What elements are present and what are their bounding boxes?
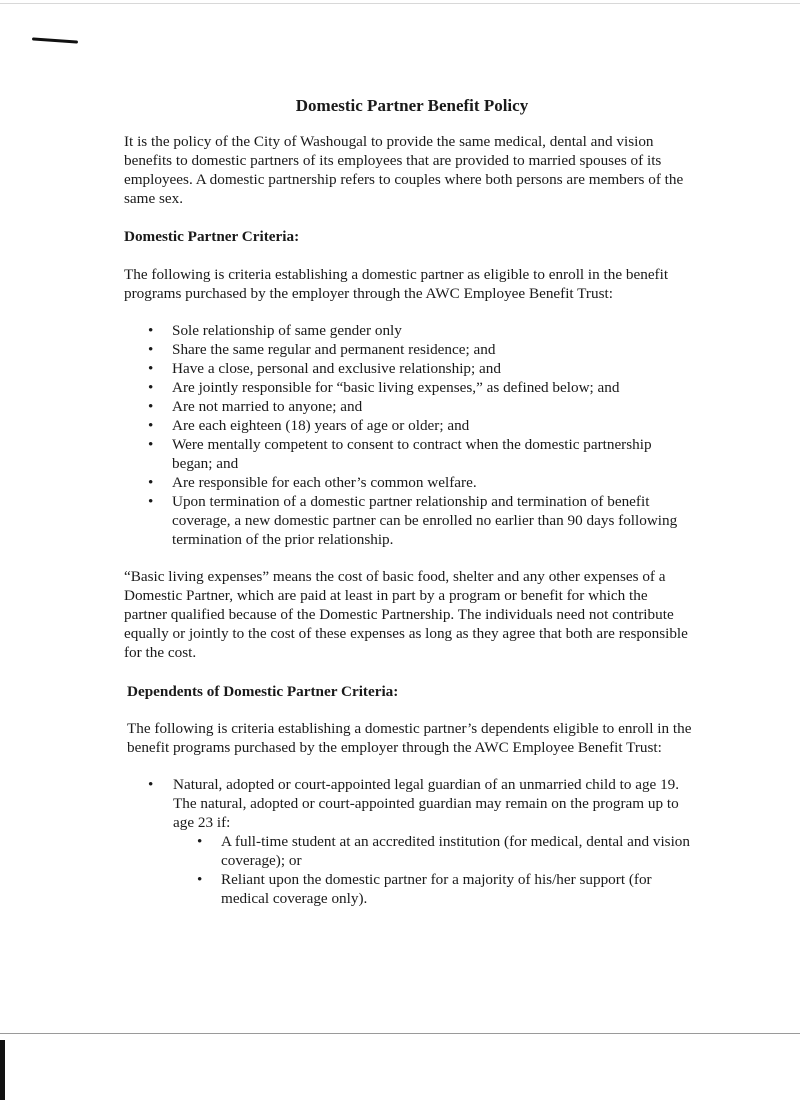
scan-edge-bar (0, 1040, 5, 1100)
list-item: • Were mentally competent to consent to contract when the domestic partnership began; and (148, 436, 652, 472)
bullet-icon: • (148, 341, 154, 358)
list-item: • Are each eighteen (18) years of age or older; and (148, 417, 470, 434)
bullet-icon: • (148, 360, 154, 377)
list-item: • Are responsible for each other’s common welfare. (148, 474, 477, 491)
intro-paragraph: It is the policy of the City of Washougal to provide the same medical, dental and vision benefits to domestic partners of its employees that are provided to married spouses of its employees. A domestic partnership refers to couples where both persons are members of the same sex. (124, 133, 684, 207)
list-item: • Share the same regular and permanent residence; and (148, 341, 496, 358)
list-item: • Reliant upon the domestic partner for a majority of his/her support (for medical coverage only). (197, 871, 652, 907)
dependents-intro-paragraph: The following is criteria establishing a domestic partner’s dependents eligible to enroll in the benefit programs purchased by the employer through the AWC Employee Benefit Trust: (127, 720, 692, 756)
bullet-icon: • (148, 417, 154, 434)
bullet-icon: • (148, 322, 154, 339)
scan-edge-line (0, 3, 800, 4)
bullet-icon: • (148, 379, 154, 396)
bullet-icon: • (197, 833, 203, 850)
list-item: • Are jointly responsible for “basic living expenses,” as defined below; and (148, 379, 620, 396)
bullet-icon: • (148, 776, 154, 793)
criteria-intro-paragraph: The following is criteria establishing a domestic partner as eligible to enroll in the benefit programs purchased by the employer through the AWC Employee Benefit Trust: (124, 266, 669, 302)
bullet-icon: • (148, 493, 154, 510)
criteria-list (148, 321, 694, 549)
criteria-heading: Domestic Partner Criteria: (124, 228, 300, 245)
dependents-sub-list (197, 832, 694, 908)
dependents-heading: Dependents of Domestic Partner Criteria: (127, 683, 399, 700)
bullet-icon: • (148, 474, 154, 491)
basic-living-paragraph: “Basic living expenses” means the cost of basic food, shelter and any other expenses of a Domestic Partner, which are paid at least in part by a program or benefit for which the partner qualified because of the Domestic Partnership. The individuals need not contribute equally or jointly to the cost of these expenses as long as they agree that both are responsible for the cost. (124, 568, 688, 661)
bullet-icon: • (148, 398, 154, 415)
list-item: • Upon termination of a domestic partner relationship and termination of benefit coverage, a new domestic partner can be enrolled no earlier than 90 days following termination of the prior relationship. (148, 493, 678, 548)
document-page (124, 96, 694, 908)
list-item: • Natural, adopted or court-appointed legal guardian of an unmarried child to age 19. The natural, adopted or court-appointed guardian may remain on the program up to age 23 if: • A full-time student at an accredited institution (for medical, dental and vision coverage); or • Reliant upon the domestic partner for a majority of his/her support (for medical coverage only). (148, 775, 694, 908)
bullet-icon: • (148, 436, 154, 453)
document-title: Domestic Partner Benefit Policy (295, 96, 529, 115)
list-item: • A full-time student at an accredited institution (for medical, dental and vision coverage); or (197, 833, 690, 869)
list-item: • Sole relationship of same gender only (148, 322, 402, 339)
scan-fold-line (0, 1033, 800, 1034)
list-item: • Have a close, personal and exclusive relationship; and (148, 360, 501, 377)
bullet-icon: • (197, 871, 203, 888)
dependents-list (148, 775, 694, 908)
list-item: • Are not married to anyone; and (148, 398, 363, 415)
scan-pen-mark (32, 37, 78, 43)
